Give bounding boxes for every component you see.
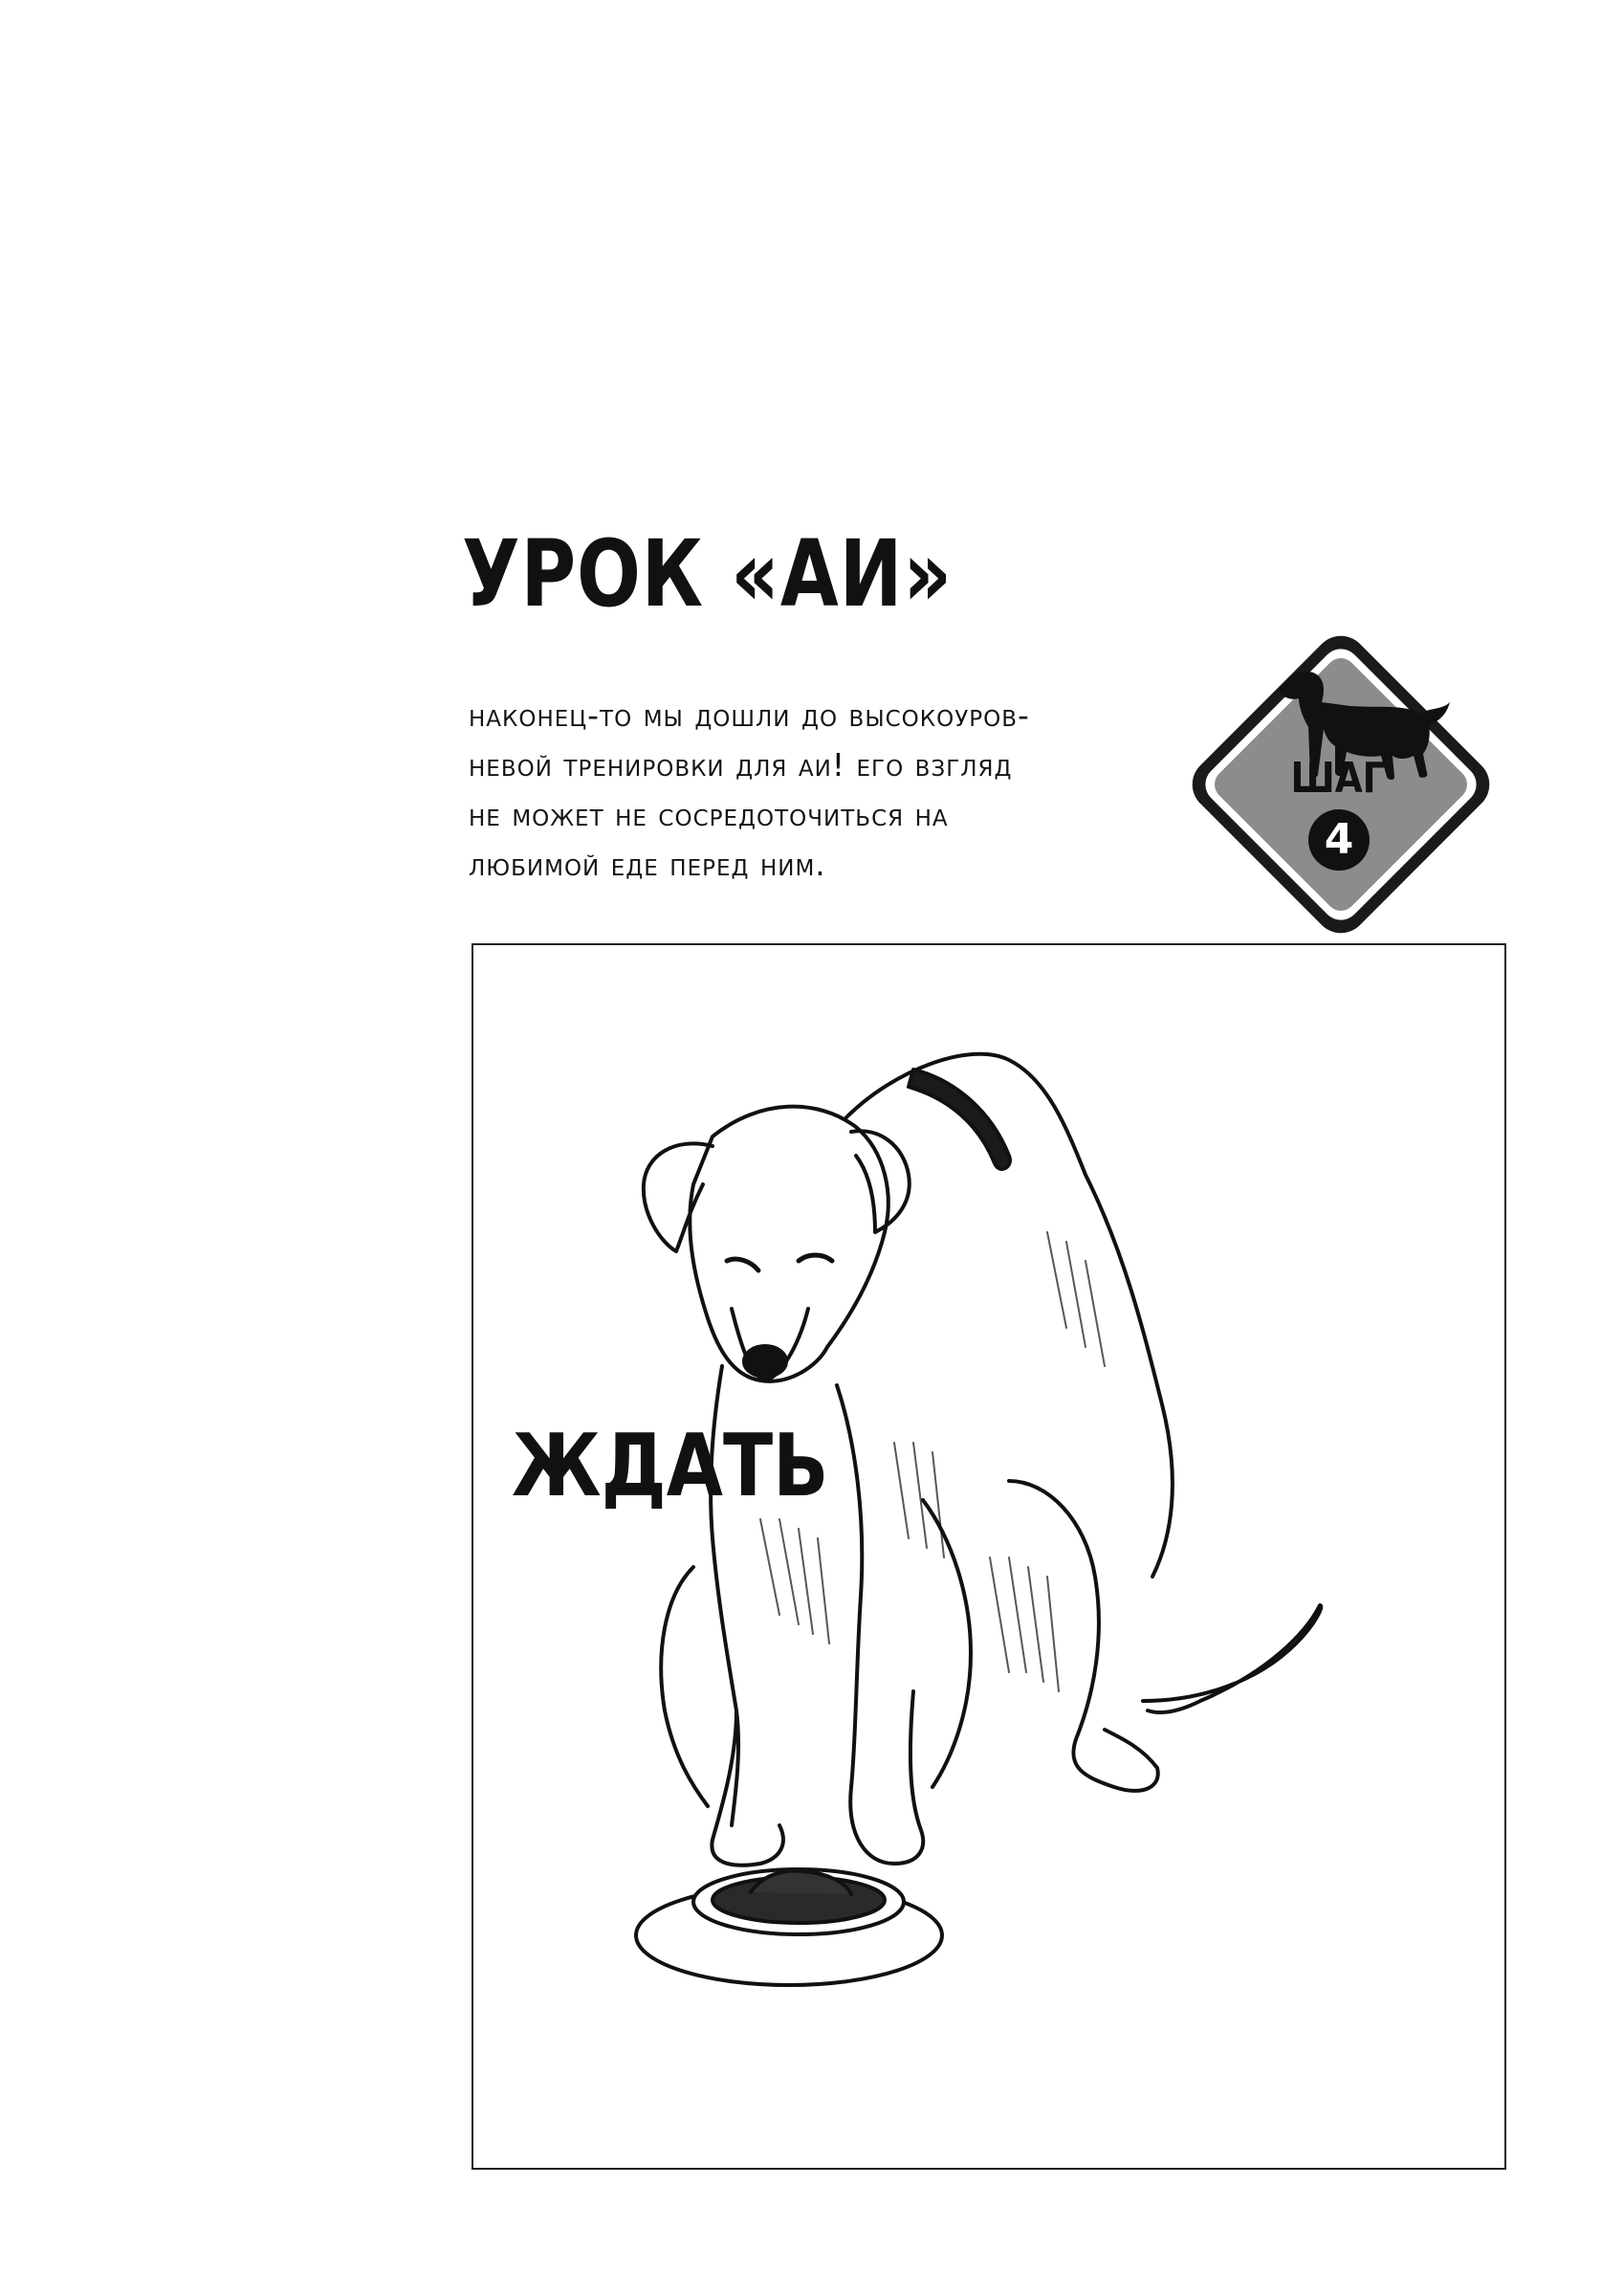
command-word: ЖДАТЬ [512,1416,829,1516]
intro-line: любимой еде перед ним. [469,846,826,883]
dog-back-outline [846,1054,1173,1577]
intro-line: наконец-то мы дошли до высокоуров- [469,696,1030,734]
step-label: ШАГ [1290,754,1386,803]
sitting-dog-illustration [473,945,1506,2170]
dog-front-leg-right [837,1385,923,1864]
dog-left-eye [727,1259,758,1270]
dog-right-eye [799,1255,832,1261]
intro-line: не может не сосредоточиться на [469,796,949,833]
page-title: УРОК «АИ» [462,520,953,628]
step-number: 4 [1308,809,1370,871]
dog-front-leg-left [712,1711,783,1866]
illustration-panel [472,943,1506,2170]
dog-collar [909,1070,1010,1169]
intro-line: невой тренировки для аи! его взгляд [469,746,1013,784]
dog-right-ear [851,1131,910,1232]
dog-tail [1143,1605,1321,1712]
food-bowl [636,1869,942,1985]
dog-hind-leg [1009,1481,1158,1791]
dog-head-outline [690,1107,888,1381]
intro-text [469,691,1195,890]
